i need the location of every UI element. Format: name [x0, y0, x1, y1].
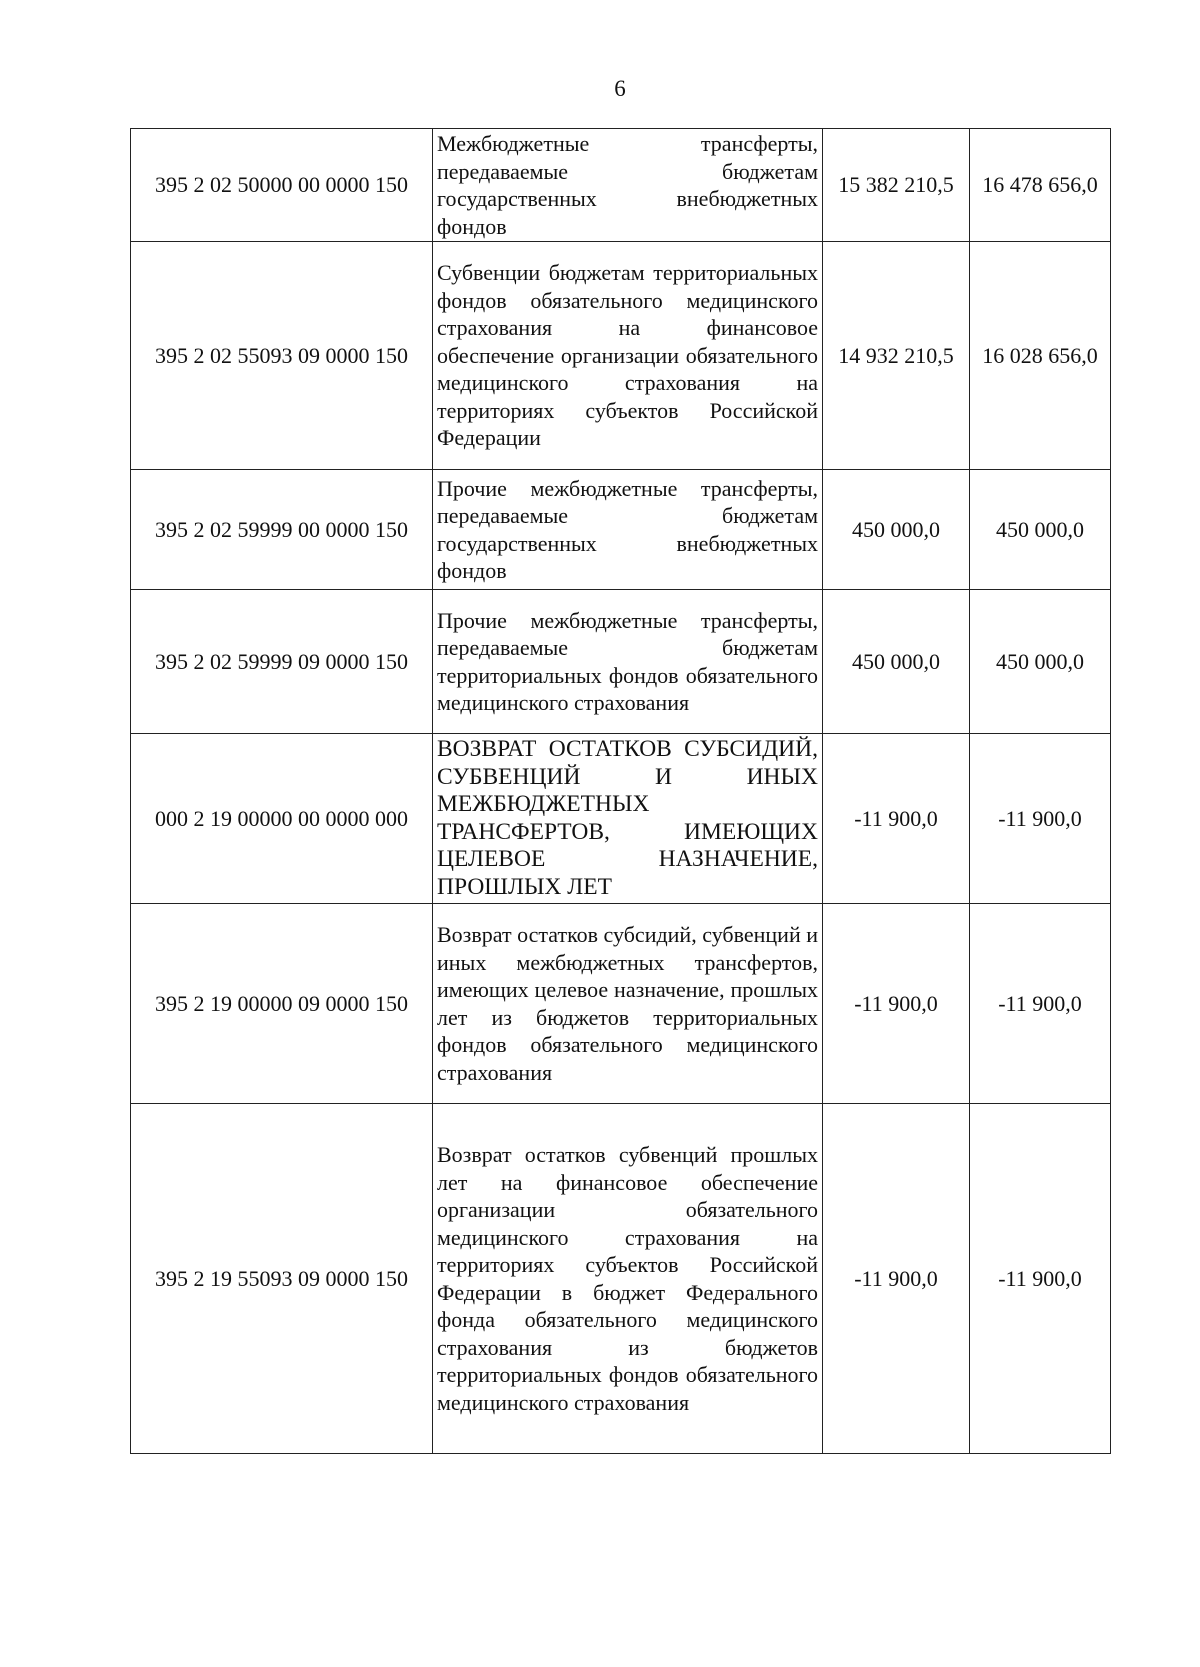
table-row — [131, 904, 1111, 1104]
amount-second-year: -11 900,0 — [970, 904, 1111, 1104]
budget-code: 395 2 02 50000 00 0000 150 — [131, 129, 433, 242]
amount-first-year: 15 382 210,5 — [823, 129, 970, 242]
table-row — [131, 1104, 1111, 1454]
budget-item-name — [433, 904, 823, 1104]
budget-item-name — [433, 129, 823, 242]
budget-item-name — [433, 1104, 823, 1454]
amount-second-year: 450 000,0 — [970, 470, 1111, 590]
table-row — [131, 590, 1111, 734]
amount-second-year: -11 900,0 — [970, 1104, 1111, 1454]
amount-first-year: 450 000,0 — [823, 470, 970, 590]
amount-first-year: 14 932 210,5 — [823, 242, 970, 470]
budget-code: 395 2 02 59999 00 0000 150 — [131, 470, 433, 590]
amount-second-year: -11 900,0 — [970, 734, 1111, 904]
budget-item-name — [433, 734, 823, 904]
budget-item-text: ВОЗВРАТ ОСТАТКОВ СУБСИДИЙ, СУБВЕНЦИЙ И ИНЫХ МЕЖБЮДЖЕТНЫХ ТРАНСФЕРТОВ, ИМЕЮЩИХ ЦЕЛЕВОЕ НАЗНАЧЕНИЕ, ПРОШЛЫХ ЛЕТ — [437, 736, 818, 900]
budget-item-text: Прочие межбюджетные трансферты, передаваемые бюджетам территориальных фондов обязательного медицинского страхования — [437, 607, 818, 715]
budget-item-name — [433, 590, 823, 734]
amount-first-year: -11 900,0 — [823, 1104, 970, 1454]
budget-item-text: Возврат остатков субсидий, субвенций и иных межбюджетных трансфертов, имеющих целевое назначение, прошлых лет из бюджетов территориальных фондов обязательного медицинского страхования — [437, 922, 818, 1085]
amount-first-year: 450 000,0 — [823, 590, 970, 734]
table-row — [131, 470, 1111, 590]
budget-item-text: Субвенции бюджетам территориальных фондов обязательного медицинского страхования на финансовое обеспечение организации обязательного медицинского страхования на территориях субъектов Российской Федерации — [437, 260, 818, 451]
amount-first-year: -11 900,0 — [823, 734, 970, 904]
amount-second-year: 16 478 656,0 — [970, 129, 1111, 242]
budget-item-name — [433, 242, 823, 470]
table-row — [131, 129, 1111, 242]
budget-code: 000 2 19 00000 00 0000 000 — [131, 734, 433, 904]
budget-item-text: Прочие межбюджетные трансферты, передаваемые бюджетам государственных внебюджетных фондов — [437, 475, 818, 583]
table-row — [131, 242, 1111, 470]
table-row — [131, 734, 1111, 904]
budget-code: 395 2 02 55093 09 0000 150 — [131, 242, 433, 470]
amount-first-year: -11 900,0 — [823, 904, 970, 1104]
amount-second-year: 16 028 656,0 — [970, 242, 1111, 470]
amount-second-year: 450 000,0 — [970, 590, 1111, 734]
page-number: 6 — [614, 76, 626, 101]
budget-code: 395 2 19 00000 09 0000 150 — [131, 904, 433, 1104]
budget-item-text: Возврат остатков субвенций прошлых лет на финансовое обеспечение организации обязательного медицинского страхования на территориях субъектов Российской Федерации в бюджет Федерального фонда обязательного медицинского страхования из бюджетов территориальных фондов обязательного медицинского страхования — [437, 1142, 818, 1415]
budget-code: 395 2 19 55093 09 0000 150 — [131, 1104, 433, 1454]
budget-table — [130, 128, 1111, 1454]
budget-item-text: Межбюджетные трансферты, передаваемые бюджетам государственных внебюджетных фондов — [437, 131, 818, 239]
budget-code: 395 2 02 59999 09 0000 150 — [131, 590, 433, 734]
budget-item-name — [433, 470, 823, 590]
